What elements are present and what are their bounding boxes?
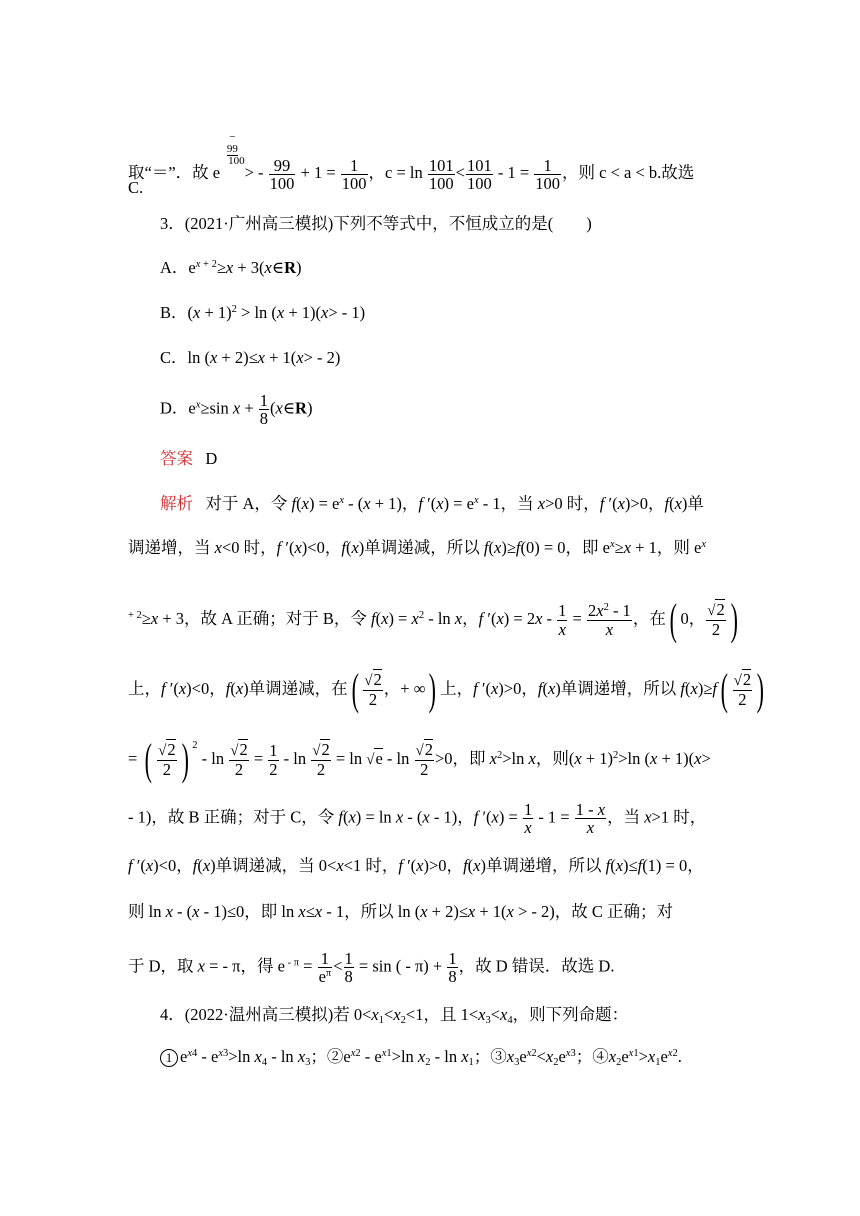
analysis-line-7: f ′(x)<0，f(x)单调递减，当 0<x<1 时，f ′(x)>0，f(x)单调递增，所以 f(x)≤f(1) = 0， xyxy=(128,856,704,875)
option-a: A．$e^{x + 2}\ge x$ + 3(x∈R) xyxy=(160,258,302,277)
answer-value: D xyxy=(205,449,218,468)
fraction: $\frac{1}{100}$ xyxy=(535,155,561,193)
question-3: 3．(2021·广州高三模拟)下列不等式中，不恒成立的是( ) xyxy=(160,214,592,233)
fraction: $\frac{99}{100}$ xyxy=(269,155,295,193)
text-line-1: 取“＝”．故 e − 99 100 > - $\frac{99}{100}$ + 1 = $\frac{1}{100}$ ，c = ln $\frac{101}{100}$ < $\frac{101}{100}$ - 1 = $\frac{1}{100}$ ，则 c < a < b.故选 xyxy=(128,131,695,193)
analysis-label: 解析 xyxy=(160,494,193,513)
option-c: C．ln (x + 2)≤x + 1(x> - 2) xyxy=(160,348,341,367)
fraction: $\frac{1}{100}$ xyxy=(341,155,367,193)
analysis-line-6: - 1)，故 B 正确；对于 C，令 f(x) = ln x - (x - 1)，f ′(x) = $\frac{1}{x}$ - 1 = $\frac{1 - x}{x}$ ，当 x>1 时， xyxy=(128,800,707,838)
option-b: B．$(x + 1)^2 > \ln (x + 1)(x> - 1)$ xyxy=(160,303,366,322)
analysis-line-8: 则 ln x - (x - 1)≤0，即 ln x≤x - 1，所以 ln (x + 2)≤x + 1(x > - 2)，故 C 正确；对 xyxy=(128,902,674,921)
question-4-propositions: 1 $e^{x4} - e^{x3}>\ln$ $x_4$ - $\ln x_3$；$②e^{x2} - e^{x1}>\ln$ $x_2$ - $\ln x_1$；$③x_3e^{x2}<x_2e^{x3}$；$④x_2e^{x1}>x_1e^{x2}$. xyxy=(160,1047,772,1067)
analysis-line-9: 于 D，取 x = - π，得 e $^{- \pi}$ = $\frac{1}{e^\pi}$ < $\frac{1}{8}$ = sin ( - π) + $\frac{1}{8}$ ，故 D 错误．故选 D. xyxy=(128,949,615,987)
analysis-line-5: = ( $\frac{√2}{2}$ ) $^2$ - ln $\frac{√2}{2}$ = $\frac{1}{2}$ - ln $\frac{√2}{2}$ = ln √e - ln $\frac{√2}{2}$ >0，即 $x^2>\ln$ x，则$(x + 1)^2>\ln$ (x + 1)(x> xyxy=(128,735,711,784)
fraction: $\frac{101}{100}$ xyxy=(428,155,454,193)
answer xyxy=(160,449,772,469)
exponent-fraction: − 99 100 xyxy=(226,131,245,168)
analysis-line-2: 调递增，当 x<0 时，f ′(x)<0，f(x)单调递减，所以 f(x)≥f(0) = 0，即 $e^x\ge x + 1$，则 $e^x$ xyxy=(128,538,706,557)
option-d: D．$e^x\ge\sin$ x + $\frac{1}{8}$ (x∈R) xyxy=(160,391,313,429)
answer-label: 答案 xyxy=(160,449,193,468)
fraction: $\frac{101}{100}$ xyxy=(466,155,492,193)
analysis-line-1: 解析 对于 A，令 $f(x) = e^x - (x + 1)$，f $'(x) = e^x - 1$，当 x>0 时，f ′(x)>0，f(x)单 xyxy=(160,494,704,513)
question-4: 4．(2022·温州高三模拟)若 $0<x_1<x_2<1$，且 $1<x_3<x_4$，则下列命题： xyxy=(160,1005,629,1026)
text-line-2: C. xyxy=(128,178,144,197)
analysis-line-3: $^{+ 2}$≥x + 3，故 A 正确；对于 B，令 $f(x) = x^2 - \ln x$，f ′(x) = 2x - $\frac{1}{x}$ = $\frac{2x^2 - 1}{x}$ ，在( 0， $\frac{√2}{2}$ ) xyxy=(128,595,738,644)
analysis-line-4: 上，f ′(x)<0，f(x)单调递减，在( $\frac{√2}{2}$ ，+ ∞) 上，f ′(x)>0，f(x)单调递增，所以 f(x)≥f( $\frac{√2}{2}$ ) xyxy=(128,665,765,714)
